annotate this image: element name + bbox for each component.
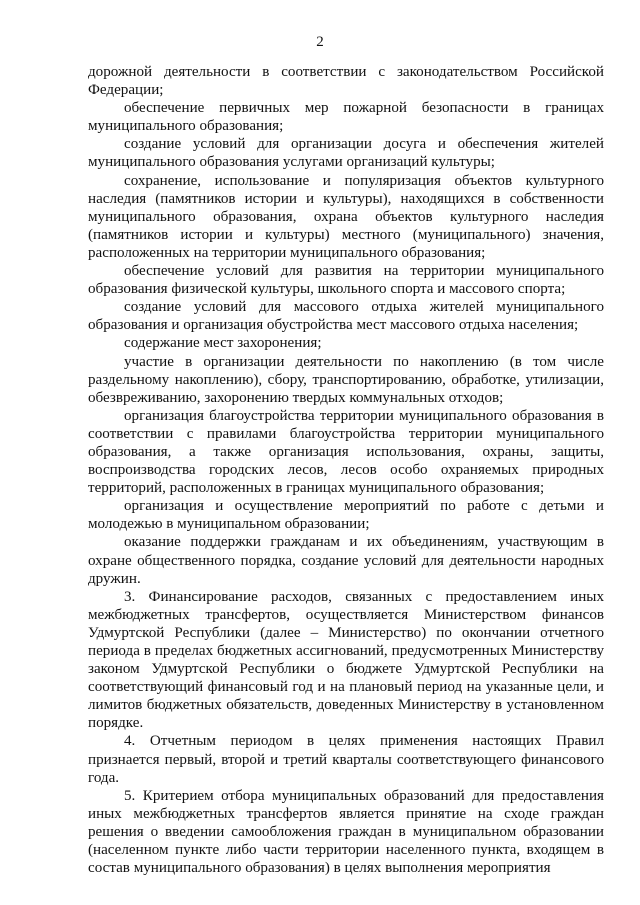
paragraph-section-5-selection-criteria: 5. Критерием отбора муниципальных образований для предоставления иных межбюджетных трансфертов является принятие на сходе граждан решения о введении самообложения граждан в муниципальном образовании (населенном пункте либо части территории населенного пункта, входящем в состав муниципального образования) в целях выполнения мероприятия [88, 787, 604, 877]
paragraph-solid-waste: участие в организации деятельности по накоплению (в том числе раздельному накоплению), сбору, транспортированию, обработке, утилизации, обезвреживанию, захоронению твердых коммунальных отходов; [88, 353, 604, 406]
paragraph-burial-places: содержание мест захоронения; [124, 335, 322, 352]
paragraph-mass-recreation: создание условий для массового отдыха жителей муниципального образования и организация обустройства мест массового отдыха населения; [88, 299, 604, 334]
paragraph-sport: обеспечение условий для развития на территории муниципального образования физической культуры, школьного спорта и массового спорта; [88, 263, 604, 298]
page-number: 2 [316, 34, 324, 50]
paragraph-fire-safety: обеспечение первичных мер пожарной безопасности в границах муниципального образования; [88, 100, 604, 135]
document-body [88, 63, 604, 877]
paragraph-public-order: оказание поддержки гражданам и их объединениям, участвующим в охране общественного порядка, создание условий для деятельности народных дружин. [88, 534, 604, 587]
paragraph-section-3-financing: 3. Финансирование расходов, связанных с предоставлением иных межбюджетных трансфертов, осуществляется Министерством финансов Удмуртской Республики (далее – Министерство) по окончании отчетного периода в пределах бюджетных ассигнований, предусмотренных Министерству законом Удмуртской Республики о бюджете Удмуртской Республики на соответствующий финансовый год и на плановый период на указанные цели, и лимитов бюджетных обязательств, доведенных Министерству в установленном порядке. [88, 588, 604, 732]
paragraph-culture-leisure: создание условий для организации досуга и обеспечения жителей муниципального образования услугами организаций культуры; [88, 136, 604, 171]
paragraph-landscaping: организация благоустройства территории муниципального образования в соответствии с правилами благоустройства территории муниципального образования, а также организация использования, охраны, защиты, воспроизводства городских лесов, лесов особо охраняемых природных территорий, расположенных в границах муниципального образования; [88, 407, 604, 497]
paragraph-cultural-heritage: сохранение, использование и популяризация объектов культурного наследия (памятников истории и культуры), находящихся в собственности муниципального образования, охрана объектов культурного наследия (памятников истории и культуры) местного (муниципального) значения, расположенных на территории муниципального образования; [88, 172, 604, 261]
paragraph-section-4-reporting-period: 4. Отчетным периодом в целях применения настоящих Правил признается первый, второй и третий кварталы соответствующего финансового года. [88, 733, 604, 786]
paragraph-road-activity-continued: дорожной деятельности в соответствии с законодательством Российской Федерации; [88, 64, 604, 99]
paragraph-youth-work: организация и осуществление мероприятий по работе с детьми и молодежью в муниципальном образовании; [88, 498, 604, 533]
